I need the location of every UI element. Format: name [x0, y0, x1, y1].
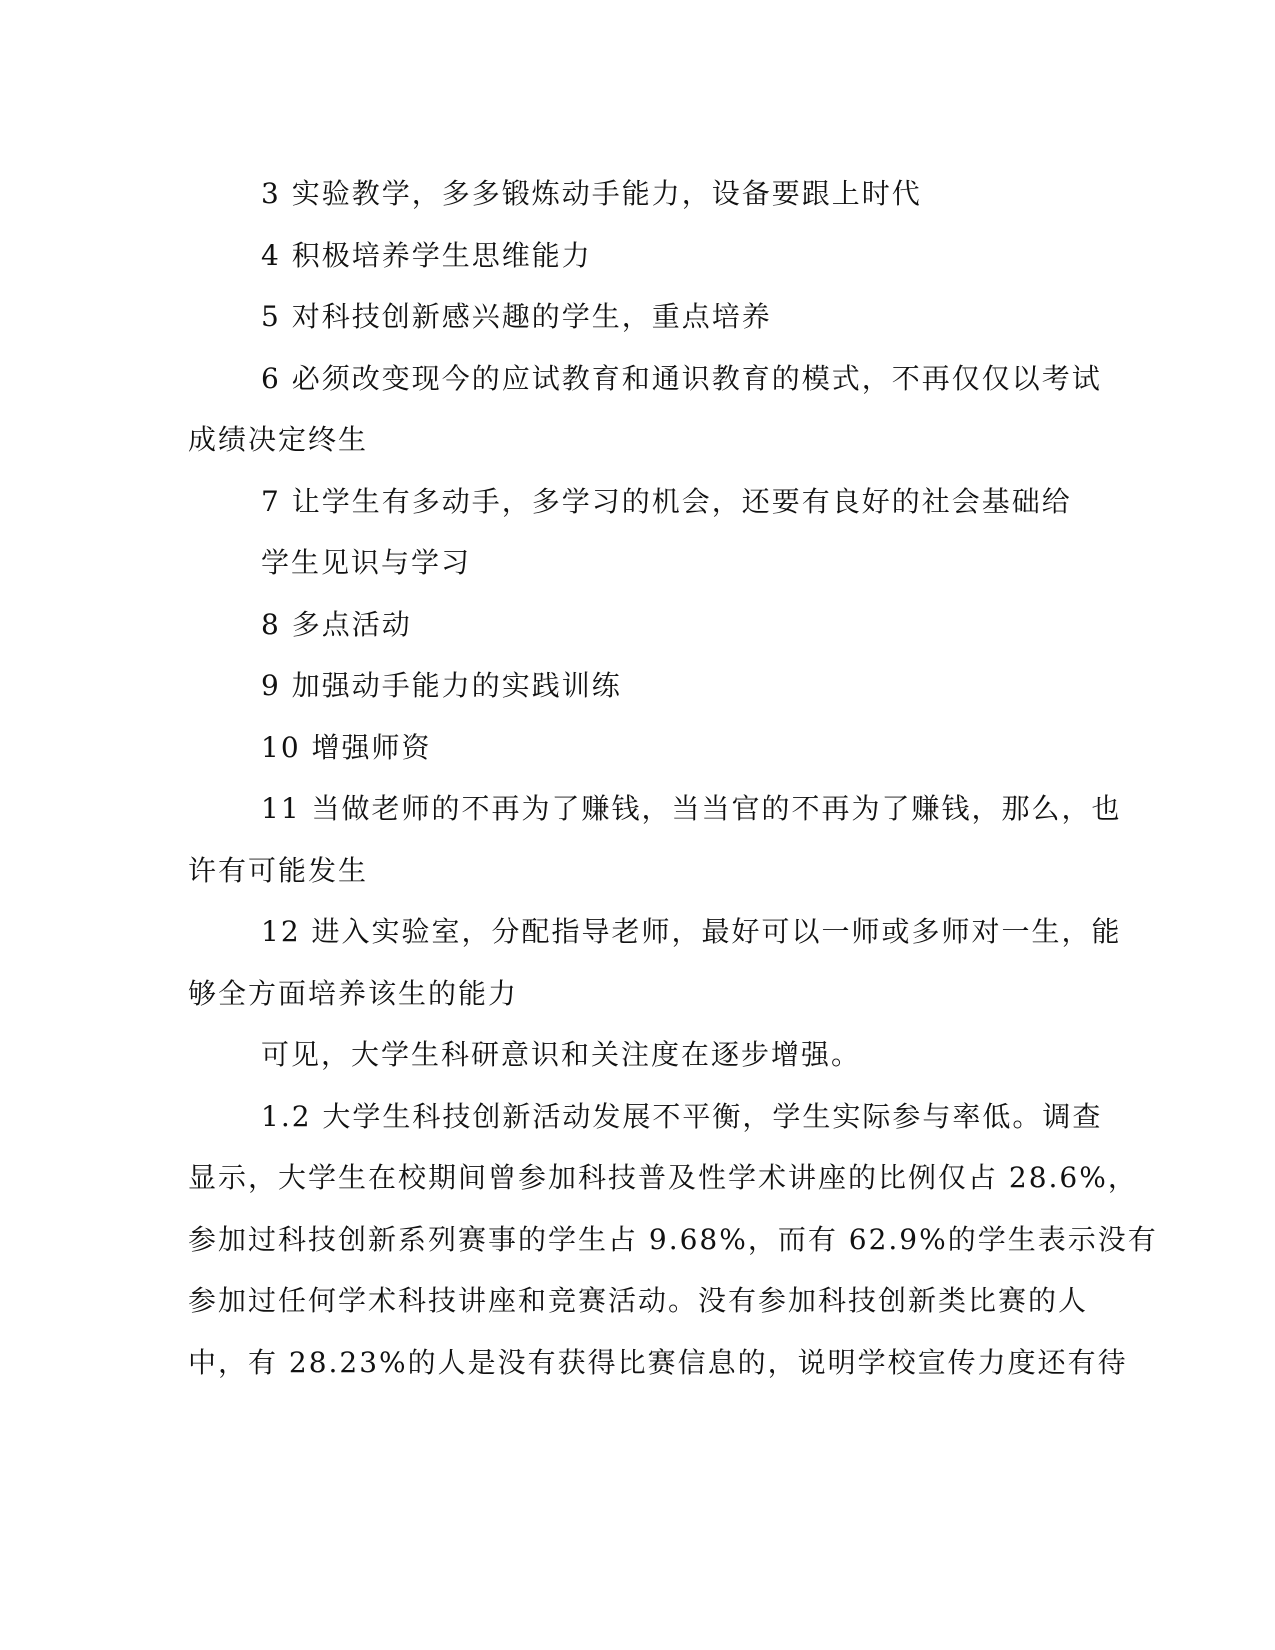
paragraph-line: 够全方面培养该生的能力 [188, 976, 519, 1010]
paragraph-line: 12 进入实验室，分配指导老师，最好可以一师或多师对一生，能 [261, 915, 1122, 948]
paragraph-line: 参加过科技创新系列赛事的学生占 9.68%，而有 62.9%的学生表示没有 [188, 1222, 1158, 1256]
paragraph-line: 可见，大学生科研意识和关注度在逐步增强。 [261, 1038, 862, 1071]
paragraph-line: 成绩决定终生 [188, 423, 369, 456]
paragraph-line: 8 多点活动 [261, 607, 412, 641]
paragraph-line: 3 实验教学，多多锻炼动手能力，设备要跟上时代 [261, 177, 922, 210]
paragraph-line: 6 必须改变现今的应试教育和通识教育的模式，不再仅仅以考试 [261, 361, 1102, 395]
paragraph-line: 9 加强动手能力的实践训练 [261, 669, 622, 702]
paragraph-line: 参加过任何学术科技讲座和竞赛活动。没有参加科技创新类比赛的人 [188, 1284, 1089, 1317]
paragraph-line: 10 增强师资 [261, 730, 432, 764]
paragraph-line: 1.2 大学生科技创新活动发展不平衡，学生实际参与率低。调查 [261, 1099, 1103, 1133]
paragraph-line: 许有可能发生 [188, 853, 369, 887]
paragraph-line: 显示，大学生在校期间曾参加科技普及性学术讲座的比例仅占 28.6%， [188, 1161, 1138, 1194]
document-body [188, 163, 1158, 1393]
paragraph-line: 11 当做老师的不再为了赚钱，当当官的不再为了赚钱，那么，也 [261, 792, 1122, 825]
paragraph-line: 学生见识与学习 [261, 546, 472, 579]
paragraph-line: 中，有 28.23%的人是没有获得比赛信息的，说明学校宣传力度还有待 [188, 1345, 1128, 1379]
paragraph-line: 4 积极培养学生思维能力 [261, 238, 592, 272]
paragraph-line: 5 对科技创新感兴趣的学生，重点培养 [261, 300, 772, 333]
paragraph-line: 7 让学生有多动手，多学习的机会，还要有良好的社会基础给 [261, 484, 1072, 518]
